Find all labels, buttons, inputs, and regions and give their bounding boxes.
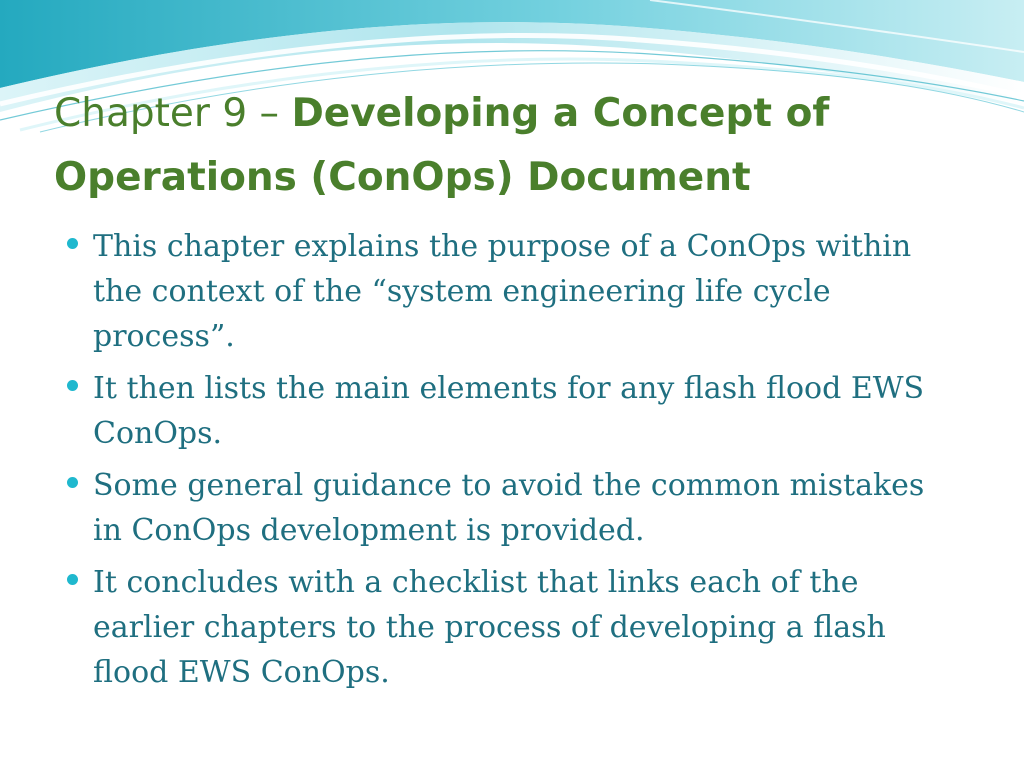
- list-item: [62, 463, 962, 553]
- bullet-icon: [67, 477, 78, 488]
- bullet-text: It concludes with a checklist that links each of the earlier chapters to the process of developing a flash flood EWS ConOps.: [93, 565, 886, 690]
- bullet-text: This chapter explains the purpose of a ConOps within the context of the “system engineering life cycle process”.: [93, 229, 912, 354]
- list-item: [62, 366, 962, 456]
- title-emphasis: Developing a Concept of Operations (ConOps) Document: [54, 91, 830, 200]
- list-item: [62, 224, 962, 359]
- bullet-list: [62, 224, 962, 702]
- slide-title: [54, 82, 994, 210]
- bullet-icon: [67, 380, 78, 391]
- list-item: [62, 560, 962, 695]
- bullet-text: Some general guidance to avoid the common mistakes in ConOps development is provided.: [93, 468, 925, 548]
- title-prefix: Chapter 9 –: [54, 91, 292, 136]
- bullet-icon: [67, 574, 78, 585]
- bullet-icon: [67, 238, 78, 249]
- bullet-text: It then lists the main elements for any flash flood EWS ConOps.: [93, 371, 925, 451]
